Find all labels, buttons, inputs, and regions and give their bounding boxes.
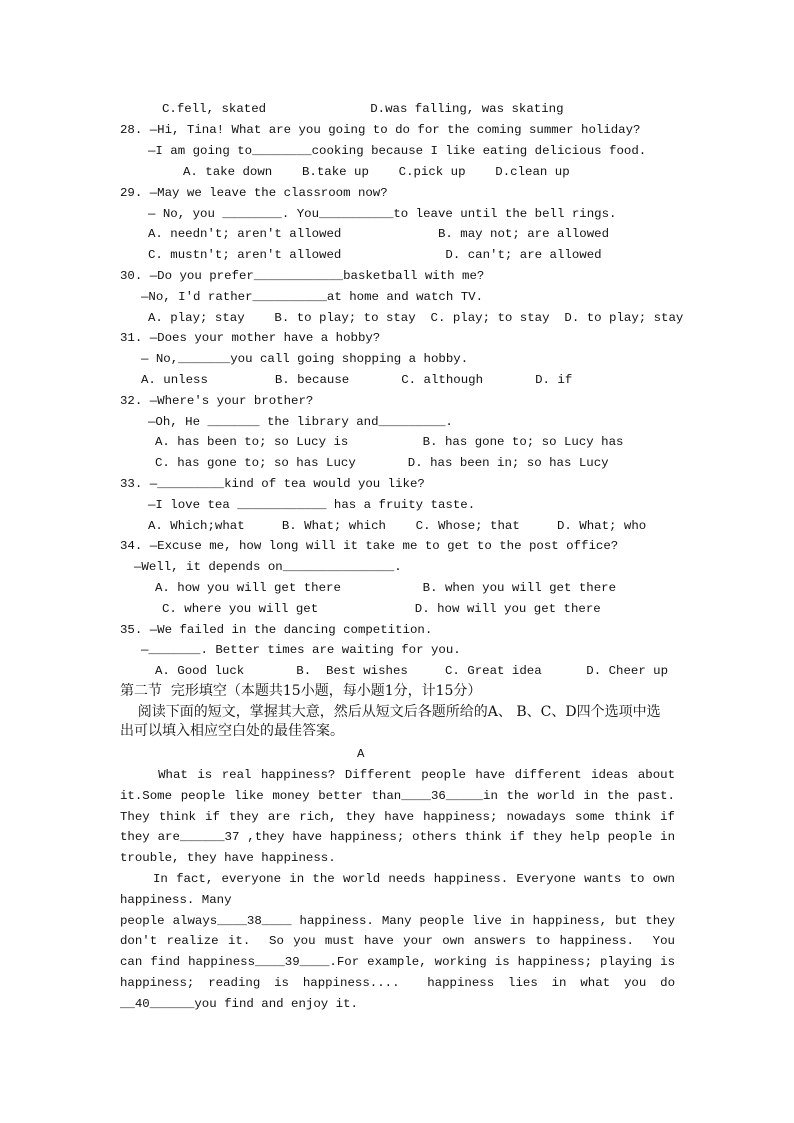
q33-answer-line: —I love tea ____________ has a fruity taste.	[148, 498, 476, 512]
q32-question: 32. —Where's your brother?	[120, 394, 314, 408]
q30-answer-line: —No, I'd rather__________at home and watch TV.	[141, 290, 484, 304]
q29-answer-line: — No, you ________. You__________to leave until the bell rings.	[148, 207, 617, 221]
q34-options-cd: C. where you will get D. how will you get there	[162, 602, 601, 616]
q33-options: A. Which;what B. What; which C. Whose; that D. What; who	[148, 519, 647, 533]
q31-answer-line: — No,_______you call going shopping a hobby.	[141, 352, 469, 366]
q35-options: A. Good luck B. Best wishes C. Great idea D. Cheer up	[155, 664, 669, 678]
section-instructions-line2: 出可以填入相应空白处的最佳答案。	[120, 723, 344, 739]
q29-question: 29. —May we leave the classroom now?	[120, 186, 388, 200]
q31-options: A. unless B. because C. although D. if	[141, 373, 573, 387]
q35-question: 35. —We failed in the dancing competition.	[120, 623, 433, 637]
q29-options-ab: A. needn't; aren't allowed B. may not; are allowed	[148, 227, 610, 241]
q30-question: 30. —Do you prefer____________basketball with me?	[120, 269, 485, 283]
q33-question: 33. —_________kind of tea would you like?	[120, 477, 425, 491]
paragraph-1-text: What is real happiness? Different people have different ideas about it.Some people like money better than____36_____in the world in the past. They think if they are rich, they have happiness; nowadays some think if they are______37 ,they have happiness; others think if they help people in trouble, they have happiness.	[120, 768, 690, 866]
q35-answer-line: —_______. Better times are waiting for you.	[141, 643, 461, 657]
q28-options: A. take down B.take up C.pick up D.clean up	[183, 165, 570, 179]
q30-options: A. play; stay B. to play; to stay C. play; to stay D. to play; stay	[148, 311, 684, 325]
section-instructions-line1: 阅读下面的短文，掌握其大意，然后从短文后各题所给的A、 B、C、D四个选项中选	[120, 704, 661, 720]
passage-label: A	[357, 747, 365, 761]
q31-question: 31. —Does your mother have a hobby?	[120, 331, 381, 345]
section-heading: 第二节 完形填空（本题共15小题，每小题1分，计15分）	[120, 683, 482, 699]
q28-question: 28. —Hi, Tina! What are you going to do for the coming summer holiday?	[120, 123, 641, 137]
paragraph-2-body: people always____38____ happiness. Many people live in happiness, but they don't realize it. So you must have your own answers to happiness. You can find happiness____39____.For example, working is happiness; playing is happiness; reading is happiness.... happiness lies in what you do __40______you find and enjoy it.	[120, 913, 690, 1011]
q34-answer-line: —Well, it depends on_______________.	[134, 560, 402, 574]
q32-options-ab: A. has been to; so Lucy is B. has gone to; so Lucy has	[155, 435, 624, 449]
paragraph-2-first-line: In fact, everyone in the world needs happiness. Everyone wants to own happiness. Many	[120, 872, 683, 907]
q29-options-cd: C. mustn't; aren't allowed D. can't; are allowed	[148, 248, 602, 262]
q34-question: 34. —Excuse me, how long will it take me to get to the post office?	[120, 539, 619, 553]
q27-options-cd: C.fell, skated D.was falling, was skating	[162, 102, 564, 116]
q28-answer-line: —I am going to________cooking because I like eating delicious food.	[148, 144, 647, 158]
q32-options-cd: C. has gone to; so has Lucy D. has been in; so has Lucy	[155, 456, 609, 470]
q34-options-ab: A. how you will get there B. when you will get there	[155, 581, 617, 595]
q32-answer-line: —Oh, He _______ the library and_________.	[148, 415, 453, 429]
passage-paragraph-1	[120, 765, 690, 869]
passage-paragraph-2	[120, 869, 690, 1015]
